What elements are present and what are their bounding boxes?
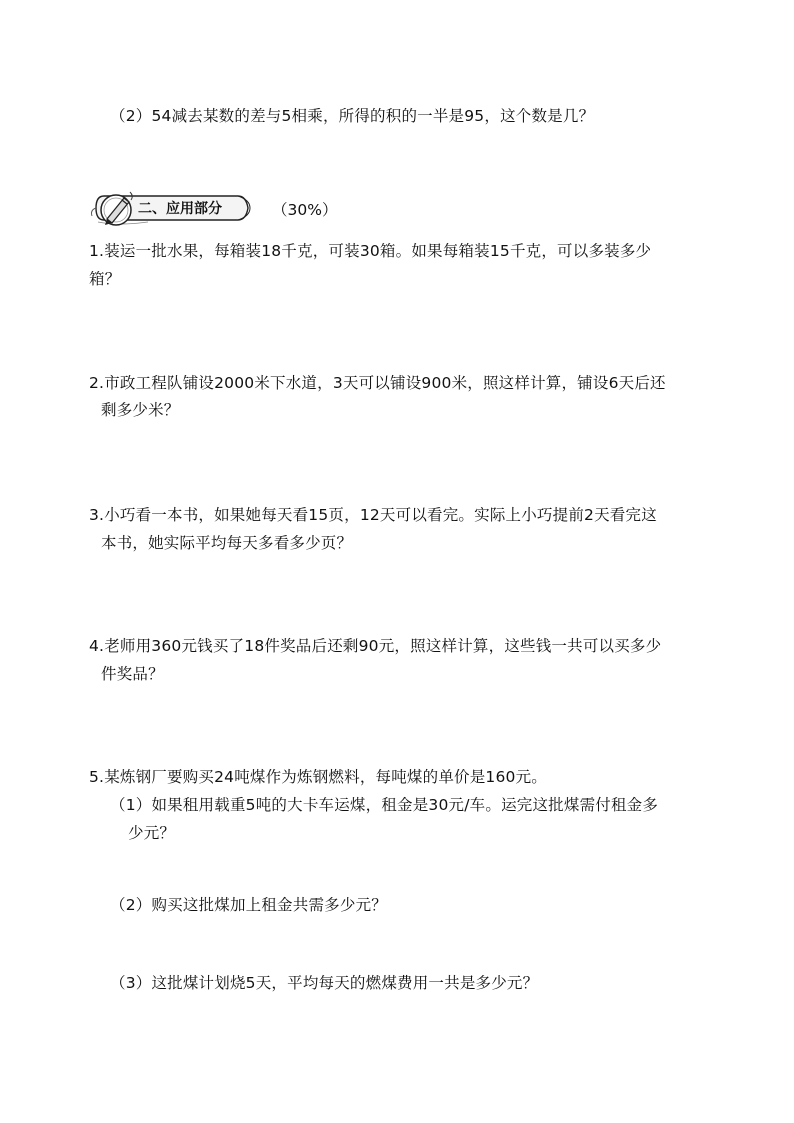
- problem-text-line: 件奖品？: [101, 665, 164, 683]
- section-weight: （30%）: [272, 201, 338, 219]
- subquestion-1-line: （1）如果租用载重5吨的大卡车运煤，租金是30元/车。运完这批煤需付租金多: [110, 796, 659, 814]
- pencil-icon: [98, 188, 138, 228]
- problem-text-line: 剩多少米？: [101, 401, 180, 419]
- section-header: [88, 186, 263, 232]
- problem-text-line: 本书，她实际平均每天多看多少页？: [101, 534, 353, 552]
- section-title: 二、应用部分: [138, 201, 222, 217]
- problem-text-line: 4.老师用360元钱买了18件奖品后还剩90元，照这样计算，这些钱一共可以买多少: [89, 637, 662, 655]
- subquestion-2: （2）购买这批煤加上租金共需多少元？: [110, 896, 387, 914]
- problem-text-line: 2.市政工程队铺设2000米下水道，3天可以铺设900米，照这样计算，铺设6天后还: [89, 374, 666, 392]
- problem-intro: 5.某炼钢厂要购买24吨煤作为炼钢燃料，每吨煤的单价是160元。: [89, 768, 547, 786]
- subquestion-1-line: 少元？: [128, 824, 176, 842]
- question-2-part-2: （2）54减去某数的差与5相乘，所得的积的一半是95，这个数是几？: [110, 107, 595, 125]
- subquestion-3: （3）这批煤计划烧5天，平均每天的燃煤费用一共是多少元？: [110, 974, 539, 992]
- problem-text-line: 1.装运一批水果，每箱装18千克，可装30箱。如果每箱装15千克，可以多装多少: [89, 242, 652, 260]
- problem-text-line: 箱？: [89, 270, 121, 288]
- problem-text-line: 3.小巧看一本书，如果她每天看15页，12天可以看完。实际上小巧提前2天看完这: [89, 506, 657, 524]
